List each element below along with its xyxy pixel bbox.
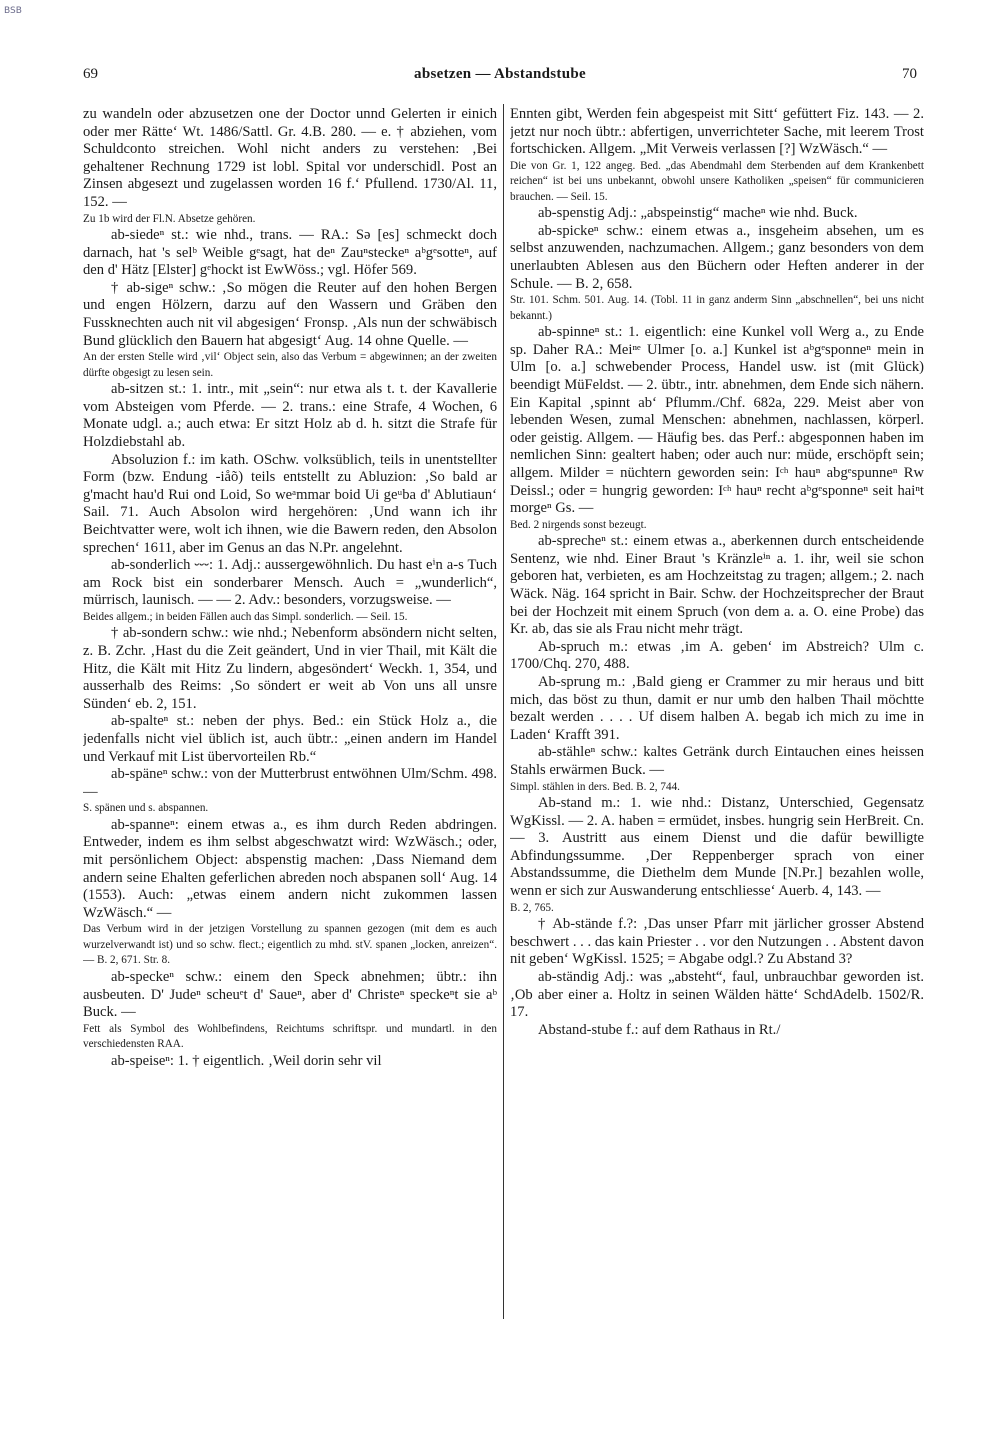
entry-paragraph: Ab-sprung m.: ‚Bald gieng er Crammer zu mir heraus und bitt mich, das böst zu thun, damit er nur umb den halben Thail möchtte bezalt werden . . . . Uf disem halben A. begab ich mich zu ime in Laden‘ Krafft 391. [510,674,924,743]
entry-paragraph: † Ab-stände f.?: ‚Das unser Pfarr mit järlicher grosser Abstend beschwert . . . das kain Priester . . vor den Nutzungen . . Abstent davon nit geben‘ WgKissl. 1525; = Abgabe odgl.? Zu Abstand 3? [510,916,924,968]
annotation-paragraph: An der ersten Stelle wird ‚vil‘ Object sein, also das Verbum = abgewinnen; an der zweiten dürfte obgesigt zu lesen sein. [83,351,497,379]
entry-paragraph: ab-spenstig Adj.: „abspeinstig“ macheⁿ wie nhd. Buck. [538,205,858,222]
annotation-paragraph: Fett als Symbol des Wohlbefindens, Reichtums schriftspr. und mundartl. in den verschiedensten RAA. [83,1022,497,1051]
entry-paragraph: † ab-sigeⁿ schw.: ‚So mögen die Reuter auf den hohen Bergen und engen Hölzern, darzu auf den Wassern und Gräben den Fussknechten auch nit vil abgesigen‘ Fronsp. ‚Als nun der schwäbisch Bund glücklich den Bauern hat abgesigt‘ Aug. 14 ohne Quelle. — [83,279,497,349]
annotation-paragraph: Zu 1b wird der Fl.N. Absetze gehören. [83,212,256,225]
left-column [83,106,497,1426]
library-stamp: BSB [4,6,22,16]
entry-paragraph: Absoluzion f.: im kath. OSchw. volksüblich, teils in unentstellter Form (bzw. Endung -iåõ) teils entstellt zu Abluzion: ‚So bald ar g'macht hau'd Rui ond Loid, So weᵃmmar boid Ui geᵘba d' Ablutiaun‘ Sail. 71. Auch Absolon wird hergehören: ‚Und wann ich ihr Beichtvatter were, wolt ich ihnen, wie die Bawern reden, den Absolon sprechen‘ 1611, aber im Genus an das N.Pr. angelehnt. [83,451,497,556]
annotation-paragraph: S. spänen und s. abspannen. [83,802,209,815]
entry-paragraph: ab-sitzen st.: 1. intr., mit „sein“: nur etwa als t. t. der Kavallerie vom Absteigen vom Pferde. — 2. trans.: eine Strafe, 4 Wochen, 6 Monate udgl. a.; auch etwa: Er sitzt Holz ab d. h. sitzt die Strafe für Holzdiebstahl ab. [83,381,497,450]
annotation-paragraph: B. 2, 765. [510,901,554,914]
right-column [510,106,924,1426]
entry-paragraph: ab-späneⁿ schw.: von der Mutterbrust entwöhnen Ulm/Schm. 498. — [83,766,497,800]
annotation-paragraph: Simpl. stählen in ders. Bed. B. 2, 744. [510,780,680,793]
annotation-paragraph: Das Verbum wird in der jetzigen Vorstellung zu spannen gezogen (mit dem es auch wurzelverwandt ist) und so schw. flect.; eigentlich zu mhd. stV. spanen „locken, anreizen“. — B. 2, 671. Str. 8. [83,923,497,967]
entry-paragraph: ab-sonderlich ⏑⏑⏑: 1. Adj.: aussergewöhnlich. Du hast eⁱn a-s Tuch am Rock bist ein sonderbarer Mensch. Auch = „wunderlich“, mürrisch, launisch. — — 2. Adv.: besonders, vorzugsweise. — [83,557,497,609]
entry-paragraph: ab-spinneⁿ st.: 1. eigentlich: eine Kunkel voll Werg a., zu Ende sp. Daher RA.: Meiⁿᵉ Ulmer [o. a.] Kunkel ist aᵇgᵉsponneⁿ mein in Ulm [o. a.] schwebender Process, Handel usw. ist (mit Glück) beendigt MüFeldst. — 2. übtr., intr. abnehmen, dem Ende sich nähern. Ein Kapital ‚spinnt ab‘ Pflumm./Chf. 682a, 229. Meist aber von lebenden Wesen, zumal Menschen: abnehmen, nachlassen, körperl. oder geistig. Allgem. — Häufig bes. das Perf.: abgesponnen haben im nemlichen Sinn: gealtert haben; oder auch nur: müde, erschöpft sein; allgem. Milder = nüchtern geworden sein: Iᶜʰ hauⁿ abgᵉspunneⁿ Rw Deissl.; oder = hungrig geworden: Iᶜʰ hauⁿ recht aᵇgᵉsponneⁿ seit haiⁿt morgeⁿ Gs. — [510,324,924,517]
entry-paragraph: ab-spalteⁿ st.: neben der phys. Bed.: ein Stück Holz a., die jedenfalls nicht viel üblich ist, auch übtr.: „einen andern im Handel und Verkauf mit List übervorteilen Rb.“ [83,713,497,765]
entry-paragraph: ab-sprecheⁿ st.: einem etwas a., aberkennen durch entscheidende Sentenz, wie nhd. Einer Braut 's Kränzleⁱⁿ a. 1. ihr, weil sie schon geboren hat, verbieten, es am Hochzeitstag zu tragen; allgem.; 2. nach Wäck. Näg. 164 spricht in Bair. Schw. der Hochzeitsprecher der Braut bei der Hochzeit mit einem Spruch (von dem a. a. O. eine Probe) das Kr. ab, das sie als Frau nicht mehr trägt. [510,533,924,638]
entry-paragraph: ab-speckeⁿ schw.: einem den Speck abnehmen; übtr.: ihn ausbeuten. D' Judeⁿ scheuᵉt d' Saueⁿ, aber d' Christeⁿ speckeⁿt sie aᵇ Buck. — [83,968,497,1021]
column-divider [503,104,504,1319]
page-number-right: 70 [902,66,917,82]
entry-paragraph: † ab-sondern schw.: wie nhd.; Nebenform absöndern nicht selten, z. B. Zchr. ‚Hast du die Zeit geändert, Und in vier Thail, mit Kält die Hitz, die Kält mit Hitz Zu lindern, abgesöndert‘ Weckh. 1, 354, und ausserhalb des Reims: ‚So söndert er weit ab Von uns all unsre Sünden‘ eb. 2, 151. [83,625,497,712]
entry-paragraph: ab-speiseⁿ: 1. † eigentlich. ‚Weil dorin sehr vil [111,1052,382,1069]
annotation-paragraph: Die von Gr. 1, 122 angeg. Bed. „das Abendmahl dem Sterbenden auf dem Krankenbett reichen“ ist bei uns unbekannt, obwohl unsere Katholiken „speisen“ für communicieren brauchen. — Seil. 15. [510,159,924,203]
entry-paragraph: Ennten gibt, Werden fein abgespeist mit Sitt‘ gefüttert Fiz. 143. — 2. jetzt nur noch übtr.: abfertigen, unverrichteter Sache, mit leerem Trost fortschicken. Allgem. „Mit Verweis verlassen [?] WzWäsch.“ — [510,106,924,158]
entry-paragraph: Ab-spruch m.: etwas ‚im A. geben‘ im Abstreich? Ulm c. 1700/Chq. 270, 488. [510,638,924,673]
entry-paragraph: Ab-stand m.: 1. wie nhd.: Distanz, Unterschied, Gegensatz WgKissl. — 2. A. haben = ermüdet, insbes. hungrig sein HerBreit. Cn. — 3. Austritt aus einem Dienst und die dafür bewilligte Abfindungssumme. ‚Der Reppenberger sprach von einer Abstandssumme, die Diethelm dem Munde [N.Pr.] bezahlen wolle, wenn er sich zur Auswanderung entschliesse‘ Auerb. 4, 143. — [510,795,924,900]
annotation-paragraph: Bed. 2 nirgends sonst bezeugt. [510,518,647,531]
page-number-left: 69 [83,66,98,82]
entry-paragraph: ab-siedeⁿ st.: wie nhd., trans. — RA.: Sə [es] schmeckt doch darnach, hat 's selᵇ Weible gᵉsagt, hat deⁿ Zauⁿsteckeⁿ aᵇgᵉsotteⁿ, auf den d' Hätz [Elster] gᵉhockt ist EwWöss.; vgl. Höfer 569. [83,227,497,279]
annotation-paragraph: Beides allgem.; in beiden Fällen auch das Simpl. sonderlich. — Seil. 15. [83,610,408,623]
entry-paragraph: ab-ständig Adj.: was „absteht“, faul, unbrauchbar geworden ist. ‚Ob aber einer a. Holtz in seinen Wälden hätte‘ SchdAdelb. 1502/R. 17. [510,968,924,1021]
entry-paragraph: ab-spickeⁿ schw.: einem etwas a., insgeheim absehen, um es selbst anzuwenden, nachzumachen. Allgem.; ganz besonders von dem unerlaubten Ablesen aus den Büchern oder Heften anderer in der Schule. — B. 2, 658. [510,222,924,292]
page-header [83,66,917,90]
entry-paragraph: ab-spanneⁿ: einem etwas a., es ihm durch Reden abdringen. Entweder, indem es ihm selbst abgeschwatzt wird: WzWäsch.; oder, mit persönlichem Object: abspenstig machen: ‚Dass Niemand dem andern seine Ehalten geferlichen abreden noch abspanen soll‘ Aug. 14 (1553). Auch: „etwas einem andern nicht zukommen lassen WzWäsch.“ — [83,816,497,921]
annotation-paragraph: Str. 101. Schm. 501. Aug. 14. (Tobl. 11 in ganz anderm Sinn „abschnellen“, bei uns nicht bekannt.) [510,294,924,322]
entry-paragraph: Abstand-stube f.: auf dem Rathaus in Rt./ [538,1021,781,1038]
running-title: absetzen — Abstandstube [414,66,586,82]
entry-paragraph: ab-stähleⁿ schw.: kaltes Getränk durch Eintauchen eines heissen Stahls erwärmen Buck. — [510,744,924,778]
entry-paragraph: zu wandeln oder abzusetzen one der Doctor unnd Gelerten ir einich oder mer Rätte‘ Wt. 1486/Sattl. Gr. 4.B. 280. — e. † abziehen, vom Schuldconto streichen. Wohl nicht anders zu verstehen: ‚Bei gehaltener Rechnung 1729 ist lobl. Spital vor underschidl. Post an Zinsen abgesezt und zugelassen worden 16 f.‘ Pfullend. 1730/Al. 11, 152. — [83,106,497,210]
